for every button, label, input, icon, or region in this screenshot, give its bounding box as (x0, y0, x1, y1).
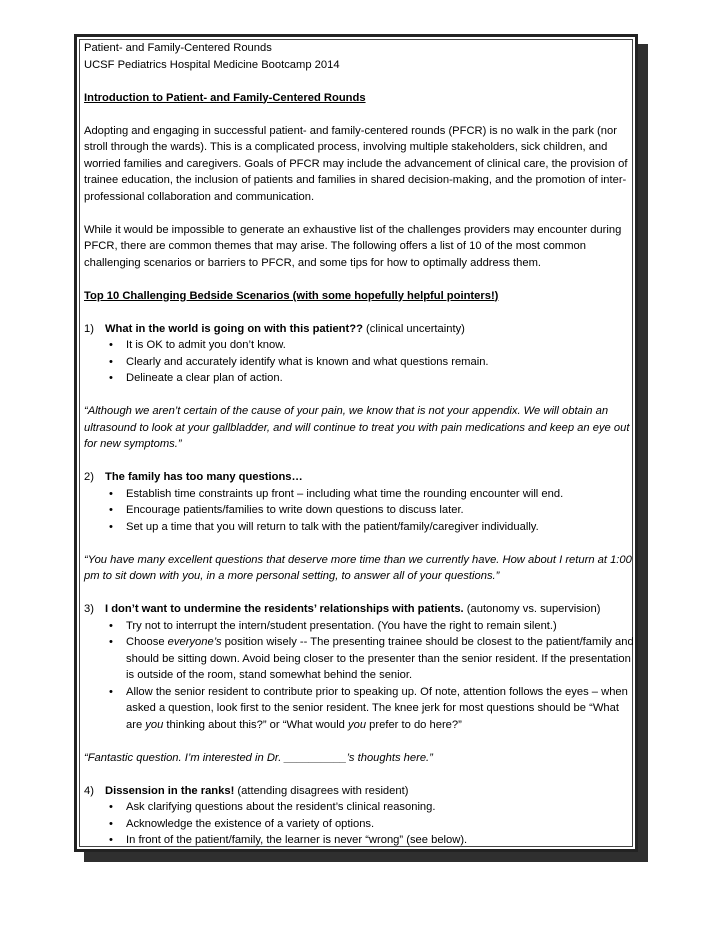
list-item: • Ask clarifying questions about the resident’s clinical reasoning. (84, 799, 634, 816)
scenario-1 (84, 321, 634, 338)
scenario-1-tips (84, 337, 634, 387)
scenario-2-tips (84, 486, 634, 536)
list-item: • In front of the patient/family, the learner is never “wrong” (see below). (84, 832, 634, 849)
scenario-number: 1) (84, 322, 94, 335)
header-subtitle: UCSF Pediatrics Hospital Medicine Bootcamp 2014 (84, 58, 340, 71)
scenario-number: 4) (84, 784, 94, 797)
intro-heading: Introduction to Patient- and Family-Centered Rounds (84, 91, 366, 104)
scenario-subtitle: (clinical uncertainty) (362, 322, 465, 335)
scenario-3-tips (84, 618, 634, 734)
scenario-title: I don’t want to undermine the residents’ relationships with patients. (105, 603, 464, 615)
list-item: • Delineate a clear plan of action. (84, 370, 634, 387)
header-title: Patient- and Family-Centered Rounds (84, 42, 272, 54)
scenario-number: 3) (84, 603, 94, 615)
intro-paragraph-1: Adopting and engaging in successful patient- and family-centered rounds (PFCR) is no walk in the park (nor stroll through the wards). This is a complicated process, involving multiple stakeholders, sick children, and worried families and caregivers. Goals of PFCR may include the advancement of clinical care, the provision of trainee education, the inclusion of patients and families in shared decision-making, and the promotion of inter-professional collaboration and communication. (84, 124, 628, 203)
scenario-3-quote: “Fantastic question. I’m interested in Dr. __________’s thoughts here.” (84, 751, 433, 764)
scenario-title: What in the world is going on with this patient?? (105, 322, 363, 335)
list-item: • Try not to interrupt the intern/student presentation. (You have the right to remain silent.) (84, 618, 634, 635)
list-item: • Choose everyone’s position wisely -- The presenting trainee should be closest to the patient/family and should be sitting down. Avoid being closer to the presenter than the senior resident. If the presentation is outside of the room, stand somewhat behind the senior. (84, 634, 634, 684)
list-item: • Set up a time that you will return to talk with the patient/family/caregiver individually. (84, 519, 634, 536)
scenario-4 (84, 783, 634, 800)
scenario-subtitle: (autonomy vs. supervision) (463, 603, 601, 615)
list-item: • Establish time constraints up front – including what time the rounding encounter will end. (84, 486, 634, 503)
intro-paragraph-2: While it would be impossible to generate an exhaustive list of the challenges providers may encounter during PFCR, there are common themes that may arise. The following offers a list of 10 of the most common challenging scenarios or barriers to PFCR, and some tips for how to optimally address them. (84, 223, 622, 269)
scenario-title: Dissension in the ranks! (105, 784, 235, 797)
list-item: • Acknowledge the existence of a variety of options. (84, 816, 634, 833)
list-item: • Encourage patients/families to write down questions to discuss later. (84, 502, 634, 519)
top10-heading: Top 10 Challenging Bedside Scenarios (with some hopefully helpful pointers!) (84, 289, 499, 302)
list-item: • It is OK to admit you don’t know. (84, 337, 634, 354)
list-item: • Allow the senior resident to contribute prior to speaking up. Of note, attention follows the eyes – when asked a question, look first to the senior resident. The knee jerk for most questions should be “What are you thinking about this?” or “What would you prefer to do here?” (84, 684, 634, 734)
scenario-title: The family has too many questions… (105, 471, 303, 483)
list-item: • Clearly and accurately identify what is known and what questions remain. (84, 354, 634, 371)
scenario-number: 2) (84, 471, 94, 483)
document-body (84, 40, 634, 849)
scenario-subtitle: (attending disagrees with resident) (234, 784, 409, 797)
scenario-1-quote: “Although we aren’t certain of the cause of your pain, we know that is not your appendix. We will obtain an ultrasound to look at your gallbladder, and will continue to treat you with pain medications and keep an eye out for new symptoms.” (84, 405, 630, 450)
scenario-4-tips (84, 799, 634, 849)
scenario-3 (84, 601, 634, 618)
scenario-2-quote: “You have many excellent questions that deserve more time than we currently have. How about I return at 1:00 pm to sit down with you, in a more personal setting, to answer all of your questions.” (84, 553, 632, 582)
scenario-2 (84, 469, 634, 486)
